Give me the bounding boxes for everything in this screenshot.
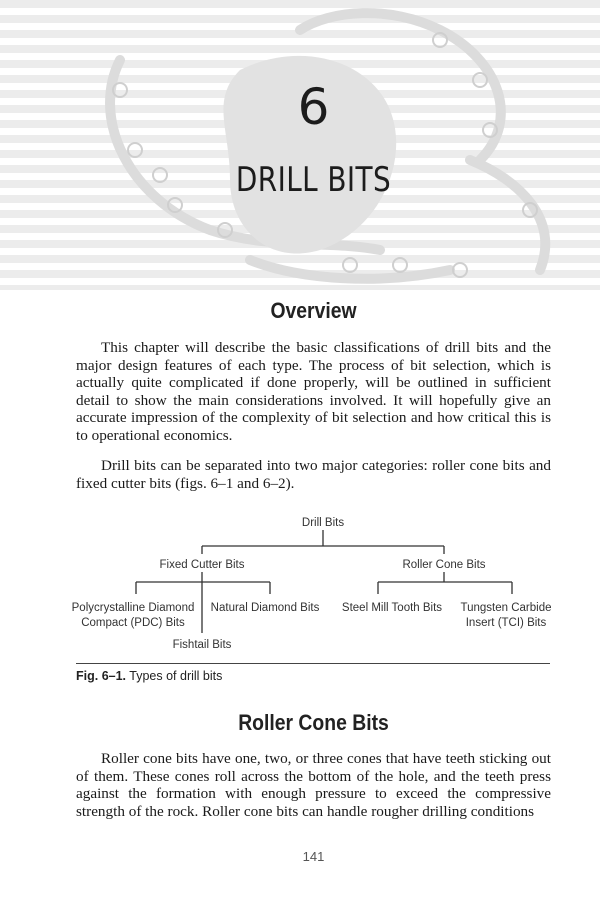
overview-paragraph-2: Drill bits can be separated into two major categories: roller cone bits and fixed cutter bits (figs. 6–1 and 6–2). [76,457,551,492]
diagram-node-tci-line1: Tungsten Carbide [460,602,552,614]
diagram-node-fishtail: Fishtail Bits [172,639,232,651]
diagram-node-tci-line2: Insert (TCI) Bits [465,617,547,629]
overview-paragraph-1: This chapter will describe the basic classifications of drill bits and the major design features of each type. The process of bit selection, which is actually quite complicated if done properly, will be outlined in sufficient detail to show the main considerations involved. It will hopefully give an accurate impression of the complexity of bit selection and how critical this is to operational economics. [76,339,551,444]
roller-cone-paragraph: Roller cone bits have one, two, or three cones that have teeth sticking out of them. These cones roll across the bottom of the hole, and the teeth press against the formation with enough pressure to exceed the compressive strength of the rock. Roller cone bits can handle rougher drilling conditions [76,750,551,820]
diagram-node-drill-bits: Drill Bits [301,517,345,529]
figure-caption-text: Types of drill bits [126,669,223,683]
figure-caption [76,669,222,683]
page-number: 141 [302,849,325,864]
figure-divider [76,663,550,664]
chapter-number: 6 [297,78,330,136]
figure-caption-label: Fig. 6–1. [76,669,127,683]
chapter-header-illustration [0,0,600,300]
roller-cone-heading: Roller Cone Bits [238,710,389,735]
diagram-node-roller-cone: Roller Cone Bits [402,559,486,571]
diagram-node-pdc-line1: Polycrystalline Diamond [71,602,195,614]
chapter-title: DRILL BITS [235,160,392,200]
diagram-node-natural-diamond: Natural Diamond Bits [210,602,320,614]
diagram-node-fixed-cutter: Fixed Cutter Bits [159,559,245,571]
overview-heading: Overview [270,298,357,323]
drill-bits-classification-diagram [60,508,560,658]
diagram-node-pdc-line2: Compact (PDC) Bits [81,617,185,629]
diagram-node-steel-mill: Steel Mill Tooth Bits [341,602,443,614]
